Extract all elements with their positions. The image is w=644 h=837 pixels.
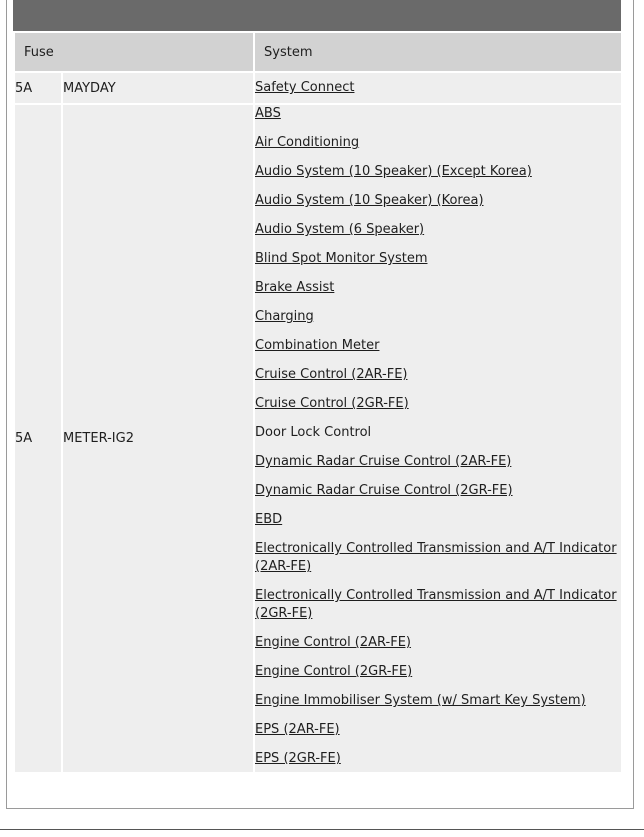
system-link[interactable]: Electronically Controlled Transmission and A/T Indicator (2AR-FE) [255,541,617,574]
system-link[interactable]: Air Conditioning [255,135,360,150]
system-link[interactable]: Cruise Control (2GR-FE) [255,396,409,411]
table-title-bar [13,0,621,31]
fuse-name: MAYDAY [62,72,254,104]
fuse-amperage: 5A [14,72,62,104]
fuse-amperage: 5A [14,104,62,773]
system-link[interactable]: Dynamic Radar Cruise Control (2GR-FE) [255,483,513,498]
system-link[interactable]: EPS (2GR-FE) [255,751,341,766]
system-link[interactable]: Charging [255,309,314,324]
system-link[interactable]: Cruise Control (2AR-FE) [255,367,408,382]
system-link[interactable]: Engine Immobiliser System (w/ Smart Key System) [255,693,586,708]
system-link[interactable]: EPS (2AR-FE) [255,722,340,737]
system-link[interactable]: Engine Control (2AR-FE) [255,635,412,650]
system-link[interactable]: EBD [255,512,283,527]
system-link[interactable]: Dynamic Radar Cruise Control (2AR-FE) [255,454,512,469]
fuse-name: METER-IG2 [62,104,254,773]
table-header-row [14,32,622,72]
system-link[interactable]: Audio System (10 Speaker) (Except Korea) [255,164,532,179]
system-link[interactable]: Audio System (6 Speaker) [255,222,425,237]
system-link[interactable]: Brake Assist [255,280,335,295]
system-link[interactable]: ABS [255,106,281,121]
bottom-divider [0,829,644,830]
table-row [14,72,622,104]
system-link[interactable]: Engine Control (2GR-FE) [255,664,413,679]
system-list [254,104,622,773]
fuse-table [13,31,623,774]
table-row [14,104,622,773]
system-link[interactable]: Combination Meter [255,338,380,353]
system-link[interactable]: Safety Connect [255,80,355,95]
fuse-column-header: Fuse [14,32,254,72]
system-column-header: System [254,32,622,72]
system-link[interactable]: Blind Spot Monitor System [255,251,428,266]
system-link[interactable]: Audio System (10 Speaker) (Korea) [255,193,484,208]
system-label: Door Lock Control [255,425,372,440]
system-cell [254,72,622,104]
system-link[interactable]: Electronically Controlled Transmission and A/T Indicator (2GR-FE) [255,588,617,621]
